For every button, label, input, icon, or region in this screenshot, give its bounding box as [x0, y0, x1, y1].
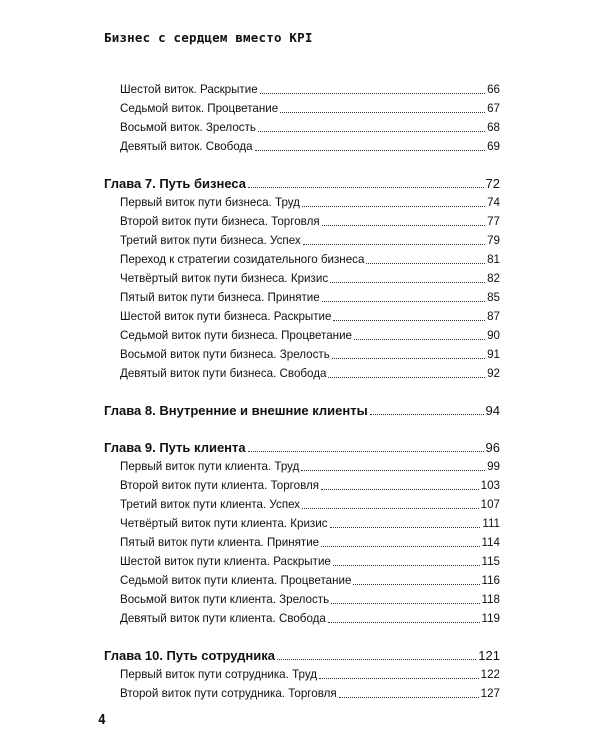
running-head: Бизнес с сердцем вместо KPI	[104, 30, 313, 45]
toc-entry	[104, 118, 500, 137]
toc-entry	[104, 665, 500, 684]
dot-leader	[303, 244, 485, 245]
toc-entry-page: 87	[487, 310, 500, 323]
toc-entry-page: 92	[487, 367, 500, 380]
dot-leader	[301, 470, 485, 471]
toc-entry	[104, 495, 500, 514]
toc-entry-title: Глава 7. Путь бизнеса	[104, 176, 247, 191]
dot-leader	[333, 320, 485, 321]
toc-entry	[104, 514, 500, 533]
toc-entry	[104, 137, 500, 156]
toc-entry-page: 82	[487, 272, 500, 285]
toc-entry-title: Восьмой виток пути клиента. Зрелость	[120, 593, 330, 606]
toc-entry-page: 118	[481, 593, 500, 606]
toc-entry-page: 77	[487, 215, 500, 228]
toc-entry-page: 74	[487, 196, 500, 209]
toc-entry	[104, 609, 500, 628]
toc-entry	[104, 326, 500, 345]
toc-entry-page: 96	[485, 440, 500, 455]
dot-leader	[354, 339, 485, 340]
toc-entry	[104, 250, 500, 269]
toc-entry-page: 79	[487, 234, 500, 247]
table-of-contents	[104, 80, 500, 703]
dot-leader	[248, 187, 483, 188]
toc-entry	[104, 684, 500, 703]
toc-entry-page: 85	[487, 291, 500, 304]
toc-entry-page: 119	[481, 612, 500, 625]
toc-entry-title: Четвёртый виток пути бизнеса. Кризис	[120, 272, 329, 285]
toc-entry-title: Шестой виток пути клиента. Раскрытие	[120, 555, 331, 568]
toc-entry	[104, 457, 500, 476]
dot-leader	[302, 508, 479, 509]
toc-entry-page: 81	[487, 253, 500, 266]
dot-leader	[328, 377, 485, 378]
dot-leader	[258, 131, 485, 132]
toc-entry-page: 91	[487, 348, 500, 361]
dot-leader	[277, 659, 476, 660]
toc-entry-title: Шестой виток пути бизнеса. Раскрытие	[120, 310, 332, 323]
toc-entry	[104, 552, 500, 571]
dot-leader	[370, 414, 484, 415]
dot-leader	[330, 527, 481, 528]
toc-entry-title: Шестой виток. Раскрытие	[120, 83, 258, 96]
dot-leader	[332, 358, 485, 359]
toc-entry-page: 72	[485, 176, 500, 191]
toc-entry-page: 116	[481, 574, 500, 587]
toc-entry	[104, 533, 500, 552]
toc-entry-title: Второй виток пути бизнеса. Торговля	[120, 215, 320, 228]
toc-entry	[104, 476, 500, 495]
toc-entry-page: 67	[487, 102, 500, 115]
toc-entry-title: Седьмой виток пути бизнеса. Процветание	[120, 329, 353, 342]
toc-entry-title: Первый виток пути бизнеса. Труд	[120, 196, 300, 209]
toc-entry-title: Восьмой виток. Зрелость	[120, 121, 256, 134]
toc-entry-title: Пятый виток пути бизнеса. Принятие	[120, 291, 320, 304]
toc-entry	[104, 590, 500, 609]
dot-leader	[321, 489, 479, 490]
toc-entry-title: Глава 9. Путь клиента	[104, 440, 246, 455]
dot-leader	[322, 225, 485, 226]
page-number: 4	[98, 713, 106, 728]
toc-entry-page: 115	[481, 555, 500, 568]
toc-entry-page: 66	[487, 83, 500, 96]
toc-entry-title: Седьмой виток пути клиента. Процветание	[120, 574, 352, 587]
toc-entry-page: 111	[482, 517, 500, 530]
toc-entry	[104, 212, 500, 231]
dot-leader	[302, 206, 485, 207]
toc-entry	[104, 193, 500, 212]
dot-leader	[319, 678, 479, 679]
toc-entry	[104, 99, 500, 118]
dot-leader	[366, 263, 485, 264]
toc-entry-page: 107	[480, 498, 500, 511]
toc-entry-title: Третий виток пути бизнеса. Успех	[120, 234, 301, 247]
dot-leader	[328, 622, 480, 623]
toc-entry-title: Восьмой виток пути бизнеса. Зрелость	[120, 348, 330, 361]
toc-entry-page: 94	[485, 403, 500, 418]
toc-entry-title: Седьмой виток. Процветание	[120, 102, 279, 115]
toc-entry-title: Девятый виток. Свобода	[120, 140, 253, 153]
toc-entry	[104, 345, 500, 364]
toc-entry	[104, 269, 500, 288]
dot-leader	[248, 451, 484, 452]
dot-leader	[333, 565, 480, 566]
toc-chapter-entry	[104, 438, 500, 457]
toc-entry-page: 127	[480, 687, 500, 700]
toc-entry-page: 90	[487, 329, 500, 342]
toc-entry-title: Пятый виток пути клиента. Принятие	[120, 536, 320, 549]
dot-leader	[280, 112, 485, 113]
toc-entry	[104, 231, 500, 250]
toc-chapter-entry	[104, 646, 500, 665]
toc-entry	[104, 364, 500, 383]
dot-leader	[260, 93, 485, 94]
toc-entry-title: Девятый виток пути клиента. Свобода	[120, 612, 326, 625]
toc-entry-title: Девятый виток пути бизнеса. Свобода	[120, 367, 327, 380]
toc-entry-page: 99	[487, 460, 500, 473]
dot-leader	[330, 282, 485, 283]
dot-leader	[255, 150, 485, 151]
toc-entry-title: Первый виток пути сотрудника. Труд	[120, 668, 318, 681]
toc-entry-title: Второй виток пути клиента. Торговля	[120, 479, 320, 492]
toc-entry-title: Четвёртый виток пути клиента. Кризис	[120, 517, 328, 530]
toc-entry	[104, 288, 500, 307]
toc-chapter-entry	[104, 401, 500, 420]
dot-leader	[339, 697, 479, 698]
toc-entry-page: 122	[480, 668, 500, 681]
toc-entry-title: Первый виток пути клиента. Труд	[120, 460, 300, 473]
dot-leader	[331, 603, 479, 604]
dot-leader	[353, 584, 479, 585]
toc-entry-page: 121	[478, 648, 500, 663]
toc-entry-page: 69	[487, 140, 500, 153]
toc-entry	[104, 80, 500, 99]
toc-entry	[104, 571, 500, 590]
toc-entry-title: Переход к стратегии созидательного бизнеса	[120, 253, 365, 266]
toc-entry	[104, 307, 500, 326]
toc-entry-title: Глава 10. Путь сотрудника	[104, 648, 275, 663]
toc-entry-title: Второй виток пути сотрудника. Торговля	[120, 687, 337, 700]
dot-leader	[321, 546, 479, 547]
dot-leader	[322, 301, 485, 302]
toc-entry-page: 114	[481, 536, 500, 549]
toc-entry-title: Третий виток пути клиента. Успех	[120, 498, 301, 511]
toc-entry-title: Глава 8. Внутренние и внешние клиенты	[104, 403, 368, 418]
toc-entry-page: 103	[480, 479, 500, 492]
toc-entry-page: 68	[487, 121, 500, 134]
toc-chapter-entry	[104, 174, 500, 193]
